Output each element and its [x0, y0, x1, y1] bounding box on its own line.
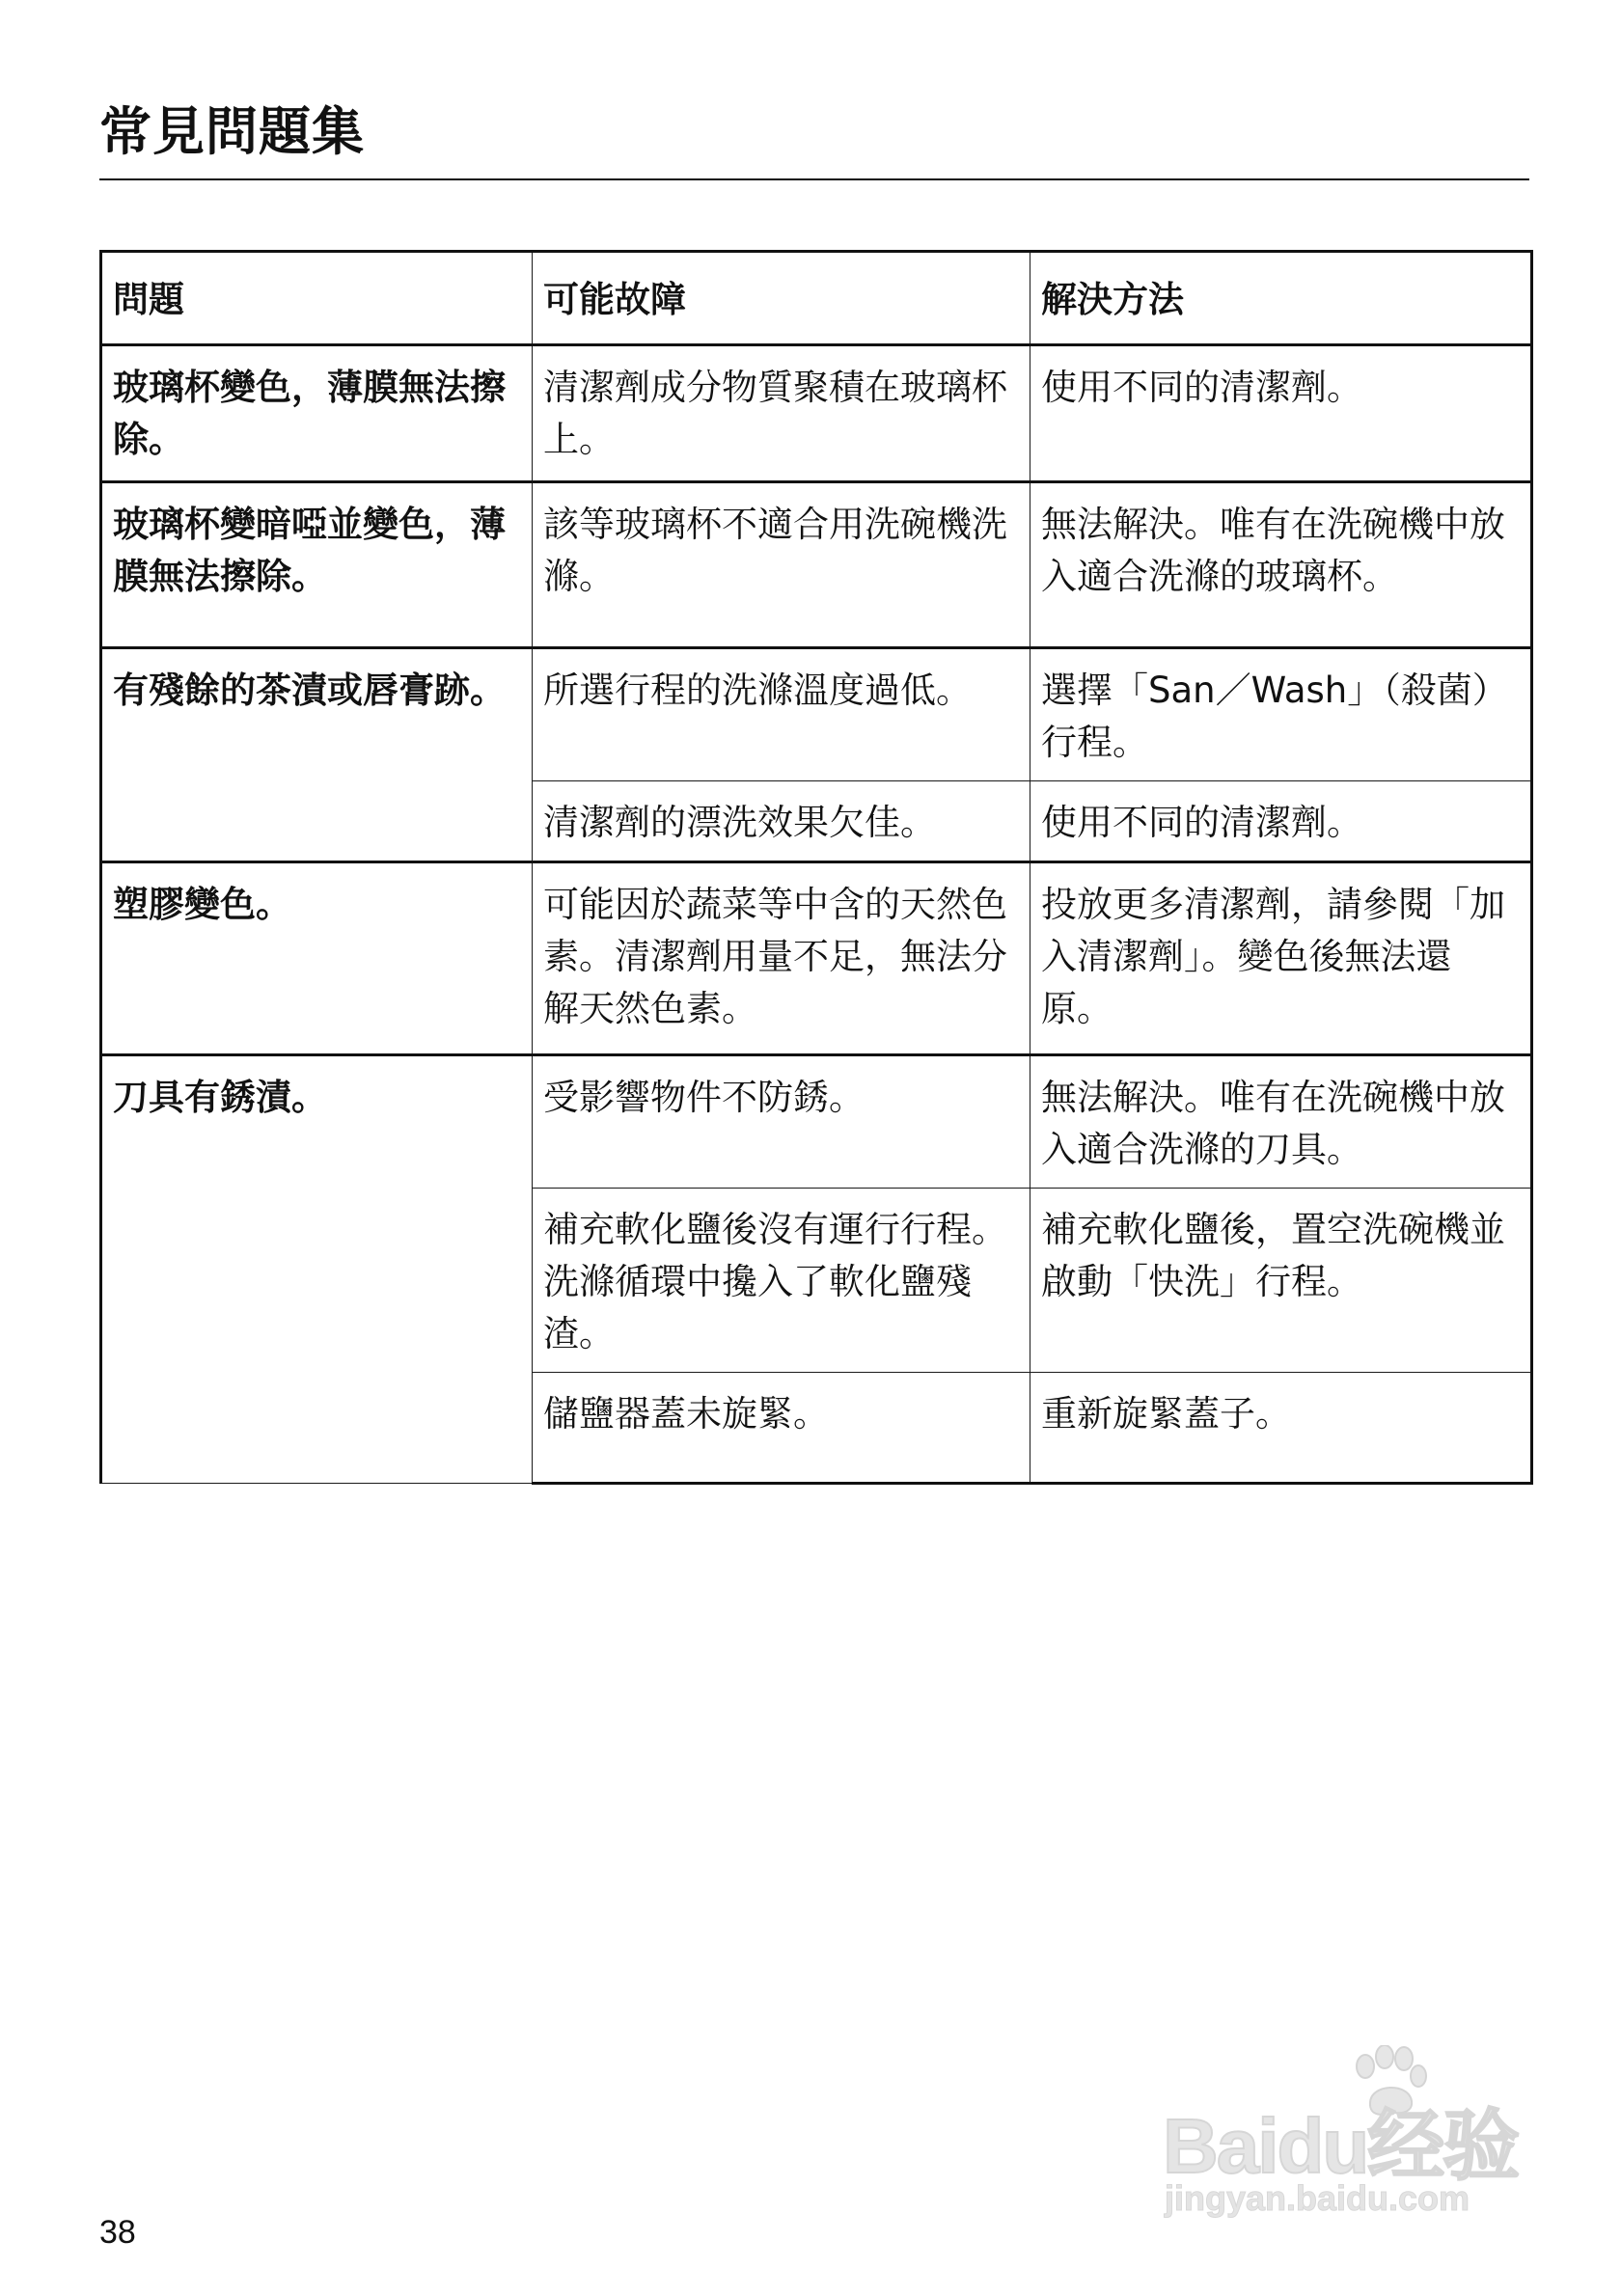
cause-cell: 清潔劑成分物質聚積在玻璃杯上。: [533, 345, 1030, 482]
problem-cell: 塑膠變色。: [101, 862, 533, 1055]
solution-cell: 無法解決。唯有在洗碗機中放入適合洗滌的刀具。: [1030, 1055, 1532, 1189]
watermark-brand: Baidu经验: [1163, 2103, 1519, 2189]
solution-cell: 無法解決。唯有在洗碗機中放入適合洗滌的玻璃杯。: [1030, 482, 1532, 648]
solution-cell: 使用不同的清潔劑。: [1030, 781, 1532, 862]
solution-cell: 使用不同的清潔劑。: [1030, 345, 1532, 482]
header-solution: 解決方法: [1030, 252, 1532, 345]
table-row: [101, 1055, 1532, 1189]
page-title: 常見問題集: [99, 101, 365, 162]
header-cause: 可能故障: [533, 252, 1030, 345]
baidu-watermark: [1143, 2045, 1558, 2228]
cause-cell: 可能因於蔬菜等中含的天然色素。清潔劑用量不足，無法分解天然色素。: [533, 862, 1030, 1055]
cause-cell: 受影響物件不防銹。: [533, 1055, 1030, 1189]
solution-cell: 投放更多清潔劑，請參閱「加入清潔劑」。變色後無法還原。: [1030, 862, 1532, 1055]
header-problem: 問題: [101, 252, 533, 345]
solution-cell: 補充軟化鹽後，置空洗碗機並啟動「快洗」行程。: [1030, 1189, 1532, 1373]
problem-cell: 玻璃杯變暗啞並變色，薄膜無法擦除。: [101, 482, 533, 648]
page-number: 38: [99, 2214, 136, 2251]
cause-cell: 儲鹽器蓋未旋緊。: [533, 1373, 1030, 1484]
problem-cell: 有殘餘的茶漬或唇膏跡。: [101, 648, 533, 862]
solution-cell: 重新旋緊蓋子。: [1030, 1373, 1532, 1484]
cause-cell: 清潔劑的漂洗效果欠佳。: [533, 781, 1030, 862]
table-row: [101, 345, 1532, 482]
problem-cell: 刀具有銹漬。: [101, 1055, 533, 1484]
table-header-row: [101, 252, 1532, 345]
table-row: [101, 482, 1532, 648]
table-row: [101, 648, 1532, 781]
table-row: [101, 862, 1532, 1055]
problem-cell: 玻璃杯變色，薄膜無法擦除。: [101, 345, 533, 482]
title-divider: [99, 178, 1529, 180]
watermark-url: jingyan.baidu.com: [1165, 2178, 1470, 2218]
cause-cell: 補充軟化鹽後沒有運行行程。洗滌循環中攙入了軟化鹽殘渣。: [533, 1189, 1030, 1373]
solution-cell: 選擇「San／Wash」（殺菌）行程。: [1030, 648, 1532, 781]
faq-table: [99, 250, 1533, 1485]
cause-cell: 該等玻璃杯不適合用洗碗機洗滌。: [533, 482, 1030, 648]
cause-cell: 所選行程的洗滌溫度過低。: [533, 648, 1030, 781]
